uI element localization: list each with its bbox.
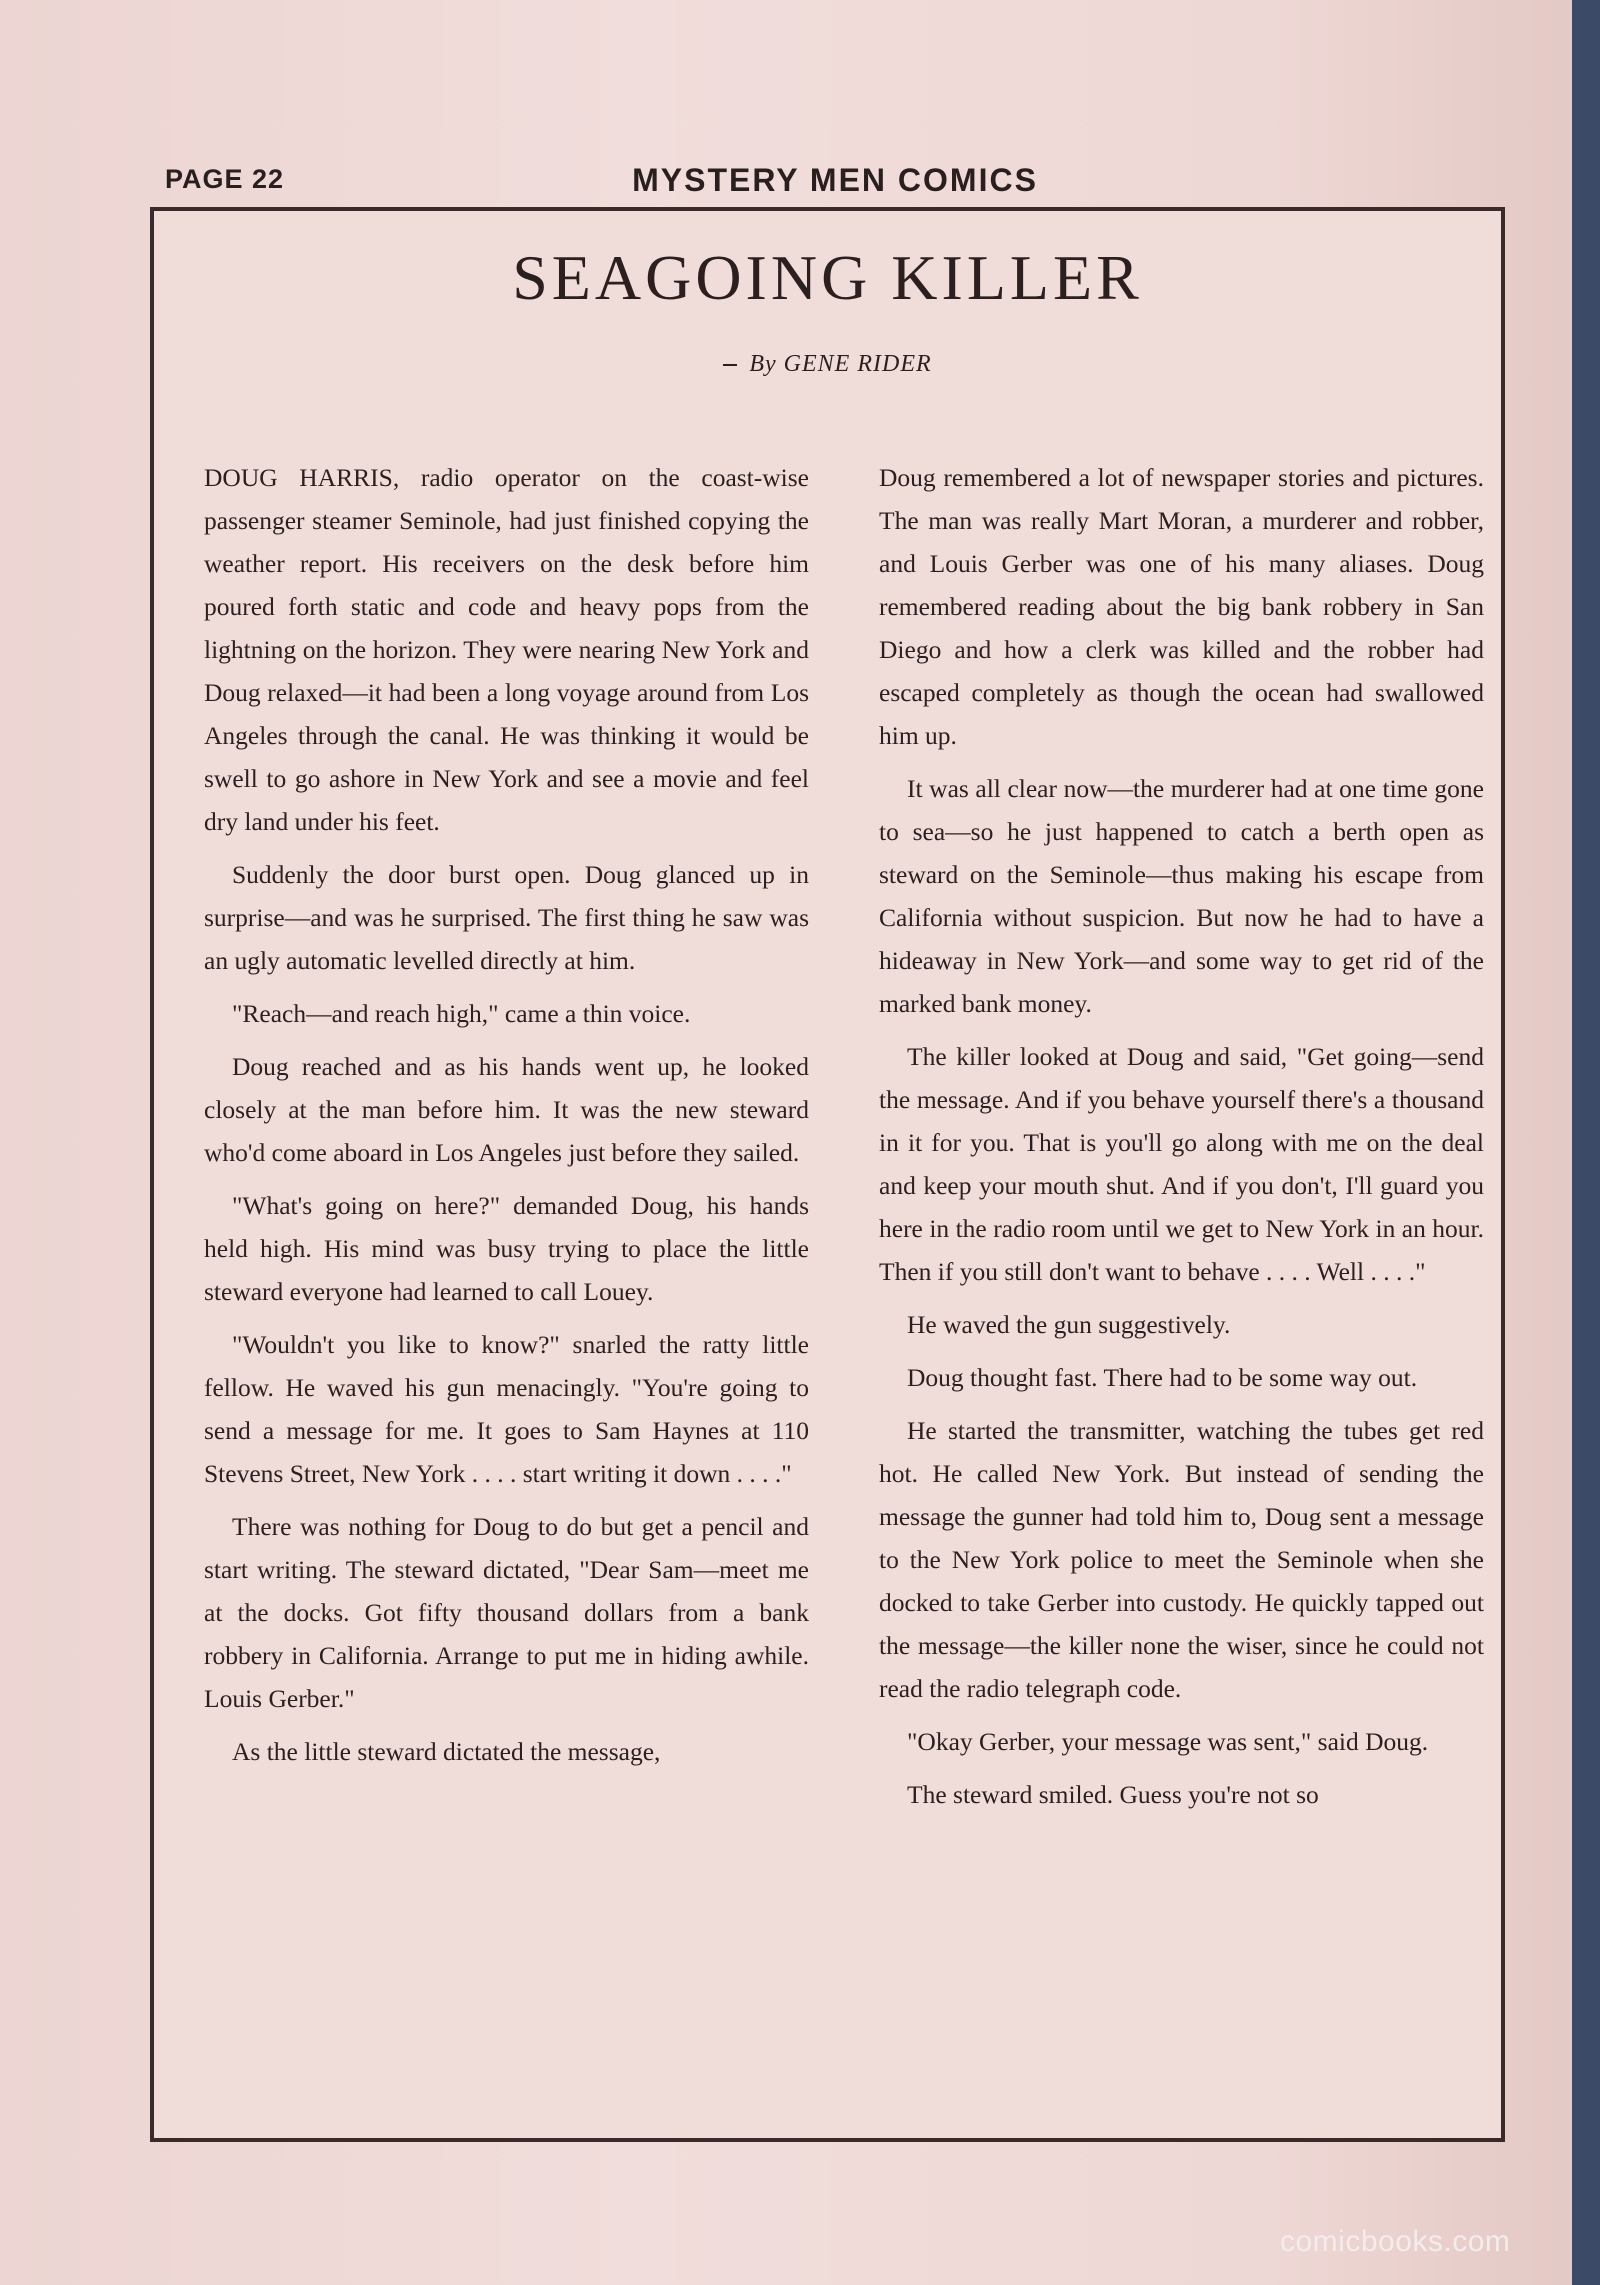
- magazine-title: MYSTERY MEN COMICS: [632, 162, 1038, 198]
- paragraph: "Reach—and reach high," came a thin voice.: [232, 999, 691, 1028]
- story-title: SEAGOING KILLER: [512, 242, 1143, 313]
- column-right: [879, 456, 1484, 1826]
- byline-dash: [723, 364, 737, 366]
- paragraph: As the little steward dictated the message,: [232, 1737, 661, 1766]
- watermark: comicbooks.com: [1280, 2225, 1511, 2258]
- paragraph: The steward smiled. Guess you're not so: [907, 1780, 1319, 1809]
- paragraph: It was all clear now—the murderer had at one time gone to sea—so he just happened to catch a berth open as steward on the Seminole—thus making his escape from California without suspicion. But now he had to have a hideaway in New York—and some way to get rid of the marked bank money.: [879, 774, 1484, 1018]
- paragraph: He waved the gun suggestively.: [907, 1310, 1231, 1339]
- paragraph: "Okay Gerber, your message was sent," said Doug.: [907, 1727, 1429, 1756]
- byline: [154, 351, 1501, 378]
- paragraph: "Wouldn't you like to know?" snarled the ratty little fellow. He waved his gun menacingly. "You're going to send a message for me. It goes to Sam Haynes at 110 Stevens Street, New York . . . . start writing it down . . . .": [204, 1330, 809, 1488]
- column-left: [204, 456, 809, 1783]
- paragraph: The killer looked at Doug and said, "Get going—send the message. And if you behave yourself there's a thousand in it for you. That is you'll go along with me on the deal and keep your mouth shut. And if you don't, I'll guard you here in the radio room until we get to New York in an hour. Then if you still don't want to behave . . . . Well . . . .": [879, 1042, 1484, 1286]
- paragraph: There was nothing for Doug to do but get a pencil and start writing. The steward dictated, "Dear Sam—meet me at the docks. Got fifty thousand dollars from a bank robbery in California. Arrange to put me in hiding awhile. Louis Gerber.": [204, 1512, 809, 1713]
- byline-text: By GENE RIDER: [749, 351, 932, 377]
- paragraph: "What's going on here?" demanded Doug, his hands held high. His mind was busy trying to place the little steward everyone had learned to call Louey.: [204, 1191, 809, 1306]
- paragraph: Doug thought fast. There had to be some way out.: [907, 1363, 1418, 1392]
- paragraph: He started the transmitter, watching the tubes get red hot. He called New York. But instead of sending the message the gunner had told him to, Doug sent a message to the New York police to meet the Seminole when she docked to take Gerber into custody. He quickly tapped out the message—the killer none the wiser, since he could not read the radio telegraph code.: [879, 1416, 1484, 1703]
- paragraph: Doug remembered a lot of newspaper stories and pictures. The man was really Mart Moran, a murderer and robber, and Louis Gerber was one of his many aliases. Doug remembered reading about the big bank robbery in San Diego and how a clerk was killed and the robber had escaped completely as though the ocean had swallowed him up.: [879, 463, 1484, 750]
- paragraph: Doug reached and as his hands went up, he looked closely at the man before him. It was the new steward who'd come aboard in Los Angeles just before they sailed.: [204, 1052, 809, 1167]
- scan-edge: [1572, 0, 1600, 2285]
- paragraph: DOUG HARRIS, radio operator on the coast-wise passenger steamer Seminole, had just finished copying the weather report. His receivers on the desk before him poured forth static and code and heavy pops from the lightning on the horizon. They were nearing New York and Doug relaxed—it had been a long voyage around from Los Angeles through the canal. He was thinking it would be swell to go ashore in New York and see a movie and feel dry land under his feet.: [204, 463, 809, 836]
- page-number: PAGE 22: [165, 164, 285, 194]
- story-frame: [150, 207, 1505, 2142]
- running-header: [165, 160, 1505, 210]
- paragraph: Suddenly the door burst open. Doug glanced up in surprise—and was he surprised. The first thing he saw was an ugly automatic levelled directly at him.: [204, 860, 809, 975]
